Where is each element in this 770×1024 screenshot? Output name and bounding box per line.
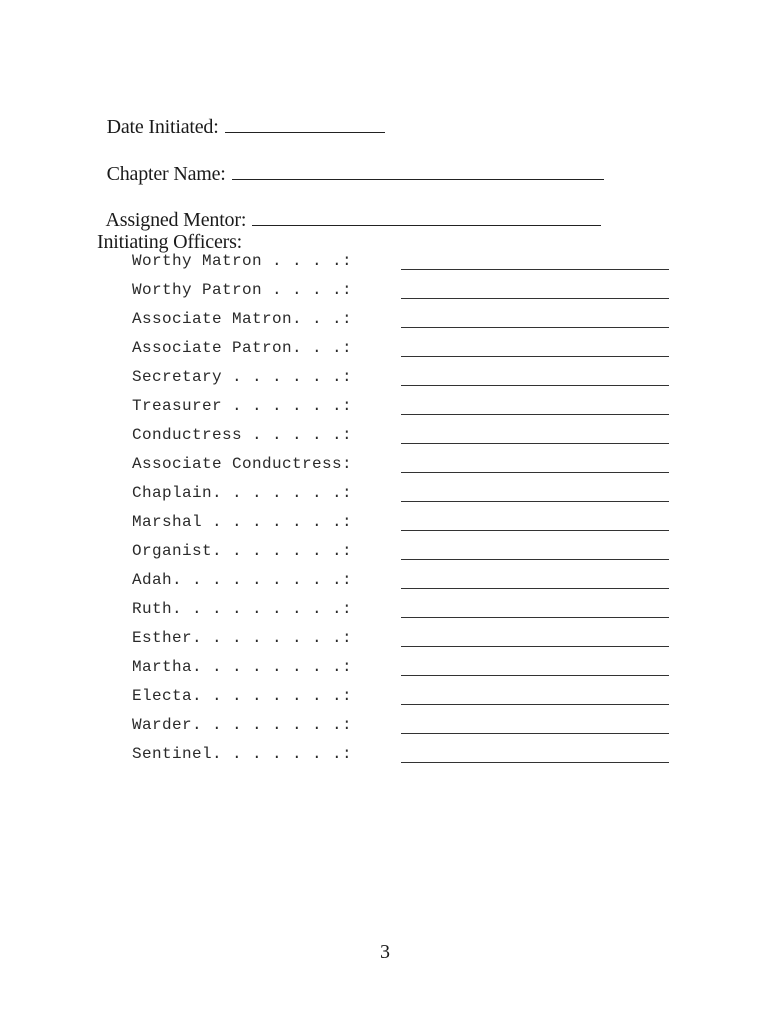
chapter-name-field — [97, 137, 604, 186]
officer-label: Esther. . . . . . . .: — [132, 629, 353, 647]
officer-row — [132, 511, 692, 540]
officer-row — [132, 743, 692, 772]
officer-label: Secretary . . . . . .: — [132, 368, 353, 386]
officer-label: Marshal . . . . . . .: — [132, 513, 353, 531]
officer-label: Organist. . . . . . .: — [132, 542, 353, 560]
officer-label: Associate Conductress: — [132, 455, 353, 473]
date-initiated-label: Date Initiated: — [106, 116, 219, 138]
officer-blank[interactable] — [401, 646, 669, 647]
officer-label: Treasurer . . . . . .: — [132, 397, 353, 415]
officer-blank[interactable] — [401, 588, 669, 589]
date-initiated-blank[interactable] — [225, 114, 385, 133]
officer-row — [132, 395, 692, 424]
officer-blank[interactable] — [401, 733, 669, 734]
officer-row — [132, 482, 692, 511]
officer-row — [132, 685, 692, 714]
officer-label: Conductress . . . . .: — [132, 426, 353, 444]
officer-row — [132, 540, 692, 569]
assigned-mentor-label: Assigned Mentor: — [105, 209, 247, 231]
officer-row — [132, 424, 692, 453]
officer-label: Worthy Matron . . . .: — [132, 252, 353, 270]
officer-label: Associate Patron. . .: — [132, 339, 353, 357]
officer-label: Adah. . . . . . . . .: — [132, 571, 353, 589]
officer-blank[interactable] — [401, 501, 669, 502]
officer-label: Martha. . . . . . . .: — [132, 658, 353, 676]
officer-row — [132, 250, 692, 279]
page-number: 3 — [380, 941, 390, 963]
officer-label: Ruth. . . . . . . . .: — [132, 600, 353, 618]
officer-label: Chaplain. . . . . . .: — [132, 484, 353, 502]
officer-label: Electa. . . . . . . .: — [132, 687, 353, 705]
chapter-name-blank[interactable] — [232, 161, 604, 180]
officer-blank[interactable] — [401, 327, 669, 328]
officers-heading: Initiating Officers: — [97, 231, 243, 253]
officer-row — [132, 308, 692, 337]
officer-blank[interactable] — [401, 472, 669, 473]
officer-blank[interactable] — [401, 269, 669, 270]
officer-label: Warder. . . . . . . .: — [132, 716, 353, 734]
officer-row — [132, 569, 692, 598]
officer-row — [132, 656, 692, 685]
officer-blank[interactable] — [401, 675, 669, 676]
chapter-name-label: Chapter Name: — [106, 163, 226, 185]
assigned-mentor-blank[interactable] — [252, 207, 601, 226]
date-initiated-field — [97, 90, 385, 139]
assigned-mentor-field — [97, 183, 601, 232]
officer-label: Associate Matron. . .: — [132, 310, 353, 328]
officer-blank[interactable] — [401, 385, 669, 386]
officer-blank[interactable] — [401, 298, 669, 299]
officer-row — [132, 627, 692, 656]
officer-label: Sentinel. . . . . . .: — [132, 745, 353, 763]
officer-row — [132, 598, 692, 627]
officers-list — [132, 250, 692, 772]
officer-blank[interactable] — [401, 414, 669, 415]
officer-blank[interactable] — [401, 356, 669, 357]
officer-blank[interactable] — [401, 762, 669, 763]
officer-row — [132, 366, 692, 395]
officer-row — [132, 714, 692, 743]
officer-blank[interactable] — [401, 530, 669, 531]
officer-blank[interactable] — [401, 559, 669, 560]
officer-row — [132, 279, 692, 308]
officer-blank[interactable] — [401, 704, 669, 705]
officer-blank[interactable] — [401, 617, 669, 618]
officer-blank[interactable] — [401, 443, 669, 444]
officer-label: Worthy Patron . . . .: — [132, 281, 353, 299]
officer-row — [132, 337, 692, 366]
officer-row — [132, 453, 692, 482]
